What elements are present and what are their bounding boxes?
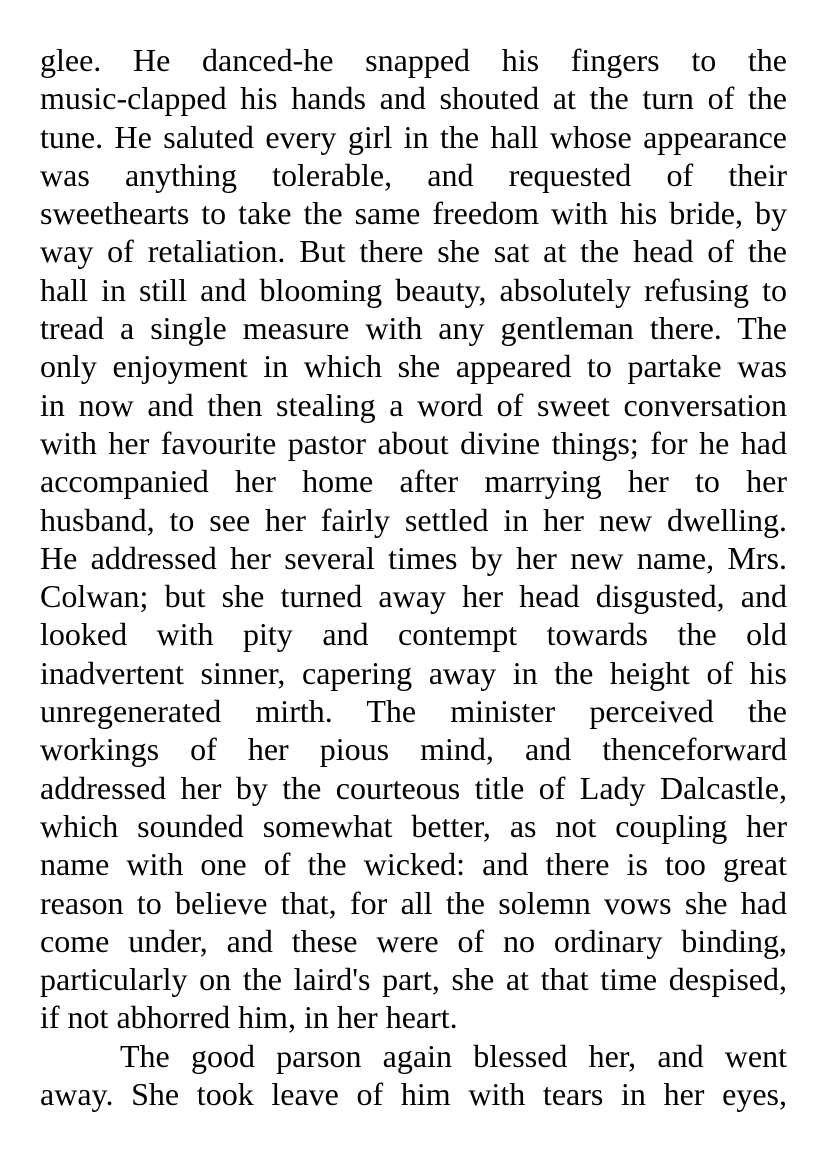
text-line: inadvertent sinner, capering away in the height of his (40, 654, 787, 691)
text-line: Colwan; but she turned away her head disgusted, and (40, 578, 787, 615)
text-line: He addressed her several times by her new name, Mrs. (40, 539, 787, 576)
text-line: way of retaliation. But there she sat at the head of the (40, 233, 787, 270)
text-line: unregenerated mirth. The minister perceived the (40, 693, 787, 730)
text-line: reason to believe that, for all the solemn vows she had (40, 884, 787, 921)
text-line: come under, and these were of no ordinary binding, (40, 922, 787, 959)
text-line: which sounded somewhat better, as not coupling her (40, 807, 787, 844)
text-line: workings of her pious mind, and thenceforward (40, 731, 787, 768)
text-line: glee. He danced-he snapped his fingers to the (40, 42, 787, 78)
text-line: addressed her by the courteous title of Lady Dalcastle, (40, 769, 787, 806)
text-line: sweethearts to take the same freedom with his bride, by (40, 195, 787, 232)
text-line: away. She took leave of him with tears in her eyes, (40, 1076, 787, 1113)
text-line: particularly on the laird's part, she at that time despised, (40, 961, 787, 998)
text-line: husband, to see her fairly settled in her new dwelling. (40, 501, 787, 538)
paragraph (40, 41, 787, 1037)
text-line: if not abhorred him, in her heart. (40, 999, 458, 1036)
document-page (40, 41, 787, 1113)
text-line: tread a single measure with any gentleman there. The (40, 310, 787, 347)
text-line: in now and then stealing a word of sweet conversation (40, 386, 787, 423)
text-line: music-clapped his hands and shouted at the turn of the (40, 80, 787, 117)
text-line: was anything tolerable, and requested of their (40, 156, 787, 193)
text-line: The good parson again blessed her, and went (120, 1037, 787, 1074)
text-line: looked with pity and contempt towards the old (40, 616, 787, 653)
paragraph (40, 1037, 787, 1114)
text-line: only enjoyment in which she appeared to partake was (40, 348, 787, 385)
text-line: tune. He saluted every girl in the hall whose appearance (40, 118, 787, 155)
text-line: hall in still and blooming beauty, absolutely refusing to (40, 271, 787, 308)
text-line: name with one of the wicked: and there is too great (40, 846, 787, 883)
text-line: with her favourite pastor about divine things; for he had (40, 424, 787, 461)
text-line: accompanied her home after marrying her to her (40, 463, 787, 500)
